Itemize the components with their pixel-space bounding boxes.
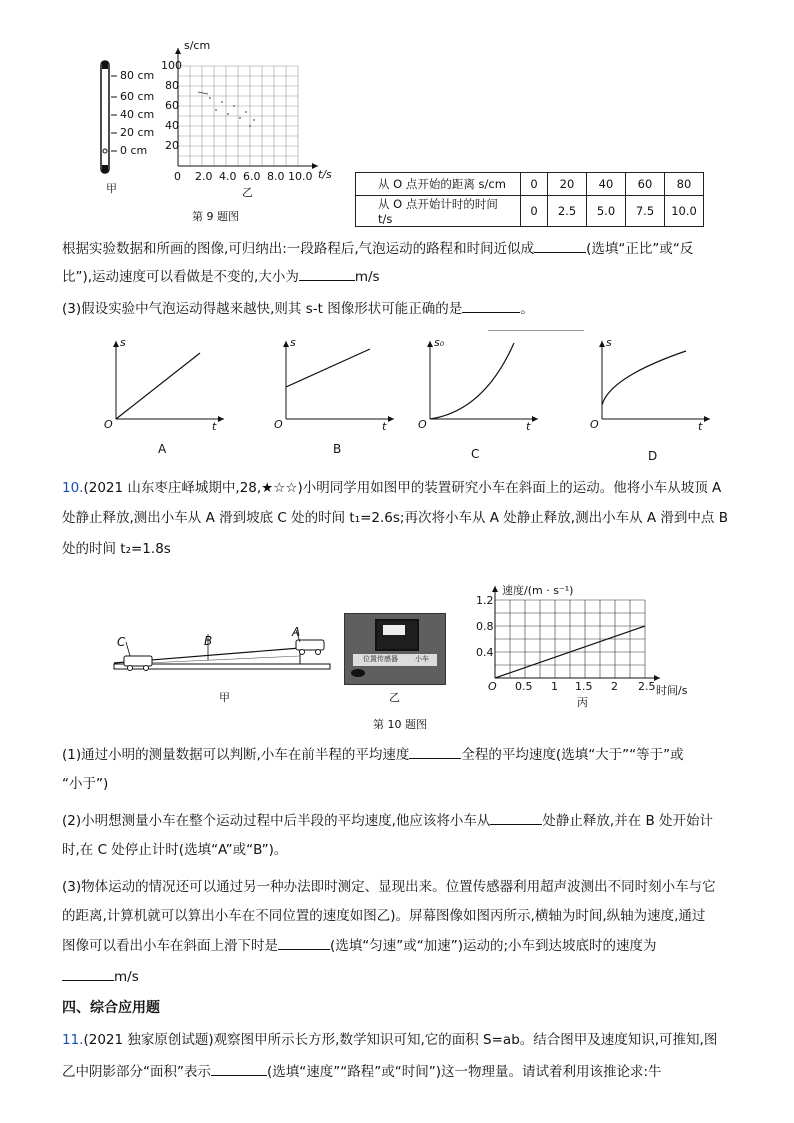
option-axis-t: t xyxy=(698,420,703,433)
divider xyxy=(488,330,584,331)
option-axis-s: s xyxy=(606,336,612,349)
answer-blank[interactable] xyxy=(211,1061,267,1076)
option-graph-b[interactable] xyxy=(270,335,400,440)
fig9-label-yi: 乙 xyxy=(242,186,253,199)
answer-blank[interactable] xyxy=(278,935,330,950)
ruler-mark: 0 cm xyxy=(120,144,148,157)
fig10-origin: O xyxy=(488,680,497,693)
fig9-x-tick: 4.0 xyxy=(219,170,237,183)
option-axis-t: t xyxy=(526,420,531,433)
option-origin: O xyxy=(274,418,283,431)
ruler-mark: 60 cm xyxy=(120,90,155,103)
answer-blank[interactable] xyxy=(490,810,542,825)
point-b-label: B xyxy=(204,634,213,648)
text-line: “小于”) xyxy=(62,776,109,792)
text-line: (3)假设实验中气泡运动得越来越快,则其 s-t 图像形状可能正确的是 。 xyxy=(62,298,534,319)
fig10-x-tick: 0.5 xyxy=(515,680,533,693)
fig10-x-tick: 1.5 xyxy=(575,680,593,693)
fig10-label-jia: 甲 xyxy=(219,691,230,704)
table-cell: 2.5 xyxy=(548,196,587,227)
text-line: 处的时间 t₂=1.8s xyxy=(62,541,171,557)
fig9-label-jia: 甲 xyxy=(106,182,117,195)
fig9-x-tick: 2.0 xyxy=(195,170,213,183)
fig9-x-tick: 8.0 xyxy=(267,170,285,183)
ruler-mark: 80 cm xyxy=(120,69,155,82)
fig10-label-yi: 乙 xyxy=(389,691,400,704)
ruler-mark: 40 cm xyxy=(120,108,155,121)
option-origin: O xyxy=(418,418,427,431)
fig10-x-axis-label: 时间/s xyxy=(656,684,688,697)
point-a-label: A xyxy=(292,625,301,639)
mouse-object xyxy=(351,669,365,677)
option-axis-t: t xyxy=(212,420,217,433)
fig10-y-tick: 0.8 xyxy=(476,620,494,633)
table-cell: 7.5 xyxy=(626,196,665,227)
fig10-x-tick: 1 xyxy=(551,680,558,693)
fig10-caption: 第 10 题图 xyxy=(373,718,427,731)
option-graph-c[interactable] xyxy=(414,335,544,440)
table-cell: 0 xyxy=(521,173,548,196)
option-label-c[interactable]: C xyxy=(471,447,480,461)
table-cell: 40 xyxy=(587,173,626,196)
sensor-text: 位置传感器 xyxy=(363,655,398,663)
fig9-y-tick: 80 xyxy=(165,79,179,92)
text-line: m/s xyxy=(62,966,139,987)
fig10-y-tick: 0.4 xyxy=(476,646,494,659)
option-label-b[interactable]: B xyxy=(333,442,342,456)
answer-blank[interactable] xyxy=(462,298,520,313)
table-cell-label: 从 O 点开始的距离 s/cm xyxy=(356,173,521,196)
text-line: 处静止释放,测出小车从 A 滑到坡底 C 处的时间 t₁=2.6s;再次将小车从 A 处静止释放,测出小车从 A 滑到中点 B xyxy=(62,510,728,526)
option-label-d[interactable]: D xyxy=(648,449,658,463)
text-line: 11.(2021 独家原创试题)观察图甲所示长方形,数学知识可知,它的面积 S=ab。结合图甲及速度知识,可推知,图 xyxy=(62,1032,718,1048)
text-line: 时,在 C 处停止计时(选填“A”或“B”)。 xyxy=(62,842,288,858)
text-line: 10.(2021 山东枣庄峄城期中,28,★☆☆)小明同学用如图甲的装置研究小车在斜面上的运动。他将小车从坡顶 A xyxy=(62,480,722,496)
section-heading: 四、综合应用题 xyxy=(62,1000,160,1016)
text-line: 乙中阴影部分“面积”表示 (选填“速度”“路程”或“时间”)这一物理量。请试着利用该推论求:牛 xyxy=(62,1061,662,1082)
table-cell: 60 xyxy=(626,173,665,196)
table-row xyxy=(356,173,704,196)
text-line: (1)通过小明的测量数据可以判断,小车在前半程的平均速度 全程的平均速度(选填“大于”“等于”或 xyxy=(62,744,684,765)
text-line: 比”),运动速度可以看做是不变的,大小为 m/s xyxy=(62,266,380,287)
option-axis-s: s₀ xyxy=(434,336,445,349)
option-origin: O xyxy=(104,418,113,431)
option-graph-a[interactable] xyxy=(100,335,230,440)
fig9-y-tick: 20 xyxy=(165,139,179,152)
fig10-vt-graph xyxy=(478,582,668,692)
sensor-device xyxy=(353,654,437,666)
option-graph-d[interactable] xyxy=(586,335,716,440)
answer-blank[interactable] xyxy=(534,238,586,253)
option-origin: O xyxy=(590,418,599,431)
fig9-y-axis-label: s/cm xyxy=(184,39,211,52)
fig9-y-tick: 100 xyxy=(161,59,182,72)
fig10-incline xyxy=(110,612,335,682)
question-number: 11. xyxy=(62,1032,84,1048)
point-c-label: C xyxy=(117,635,126,649)
option-axis-s: s xyxy=(120,336,126,349)
table-cell: 20 xyxy=(548,173,587,196)
table-cell: 0 xyxy=(521,196,548,227)
fig10-y-axis-label: 速度/(m · s⁻¹) xyxy=(502,584,574,597)
table-cell: 10.0 xyxy=(665,196,704,227)
car-text: 小车 xyxy=(415,655,429,663)
table-cell: 80 xyxy=(665,173,704,196)
fig10-label-bing: 丙 xyxy=(577,696,588,709)
answer-blank[interactable] xyxy=(62,966,114,981)
text-line: (2)小明想测量小车在整个运动过程中后半段的平均速度,他应该将小车从 处静止释放,并在 B 处开始计 xyxy=(62,810,713,831)
table-cell-label: 从 O 点开始计时的时间 t/s xyxy=(356,196,521,227)
text-line: (3)物体运动的情况还可以通过另一种办法即时测定、显现出来。位置传感器利用超声波测出不同时刻小车与它 xyxy=(62,879,716,895)
answer-blank[interactable] xyxy=(409,744,461,759)
fig9-x-axis-label: t/s xyxy=(318,168,332,181)
sensor-photo xyxy=(344,613,446,685)
text-line: 的距离,计算机就可以算出小车在不同位置的速度如图乙)。屏幕图像如图丙所示,横轴为时间,纵轴为速度,通过 xyxy=(62,908,706,924)
text-line: 图像可以看出小车在斜面上滑下时是 (选填“匀速”或“加速”)运动的;小车到达坡底时的速度为 xyxy=(62,935,657,956)
question-number: 10. xyxy=(62,480,84,496)
laptop-screen xyxy=(375,619,419,651)
fig9-x-tick: 10.0 xyxy=(288,170,313,183)
fig9-x-tick: 0 xyxy=(174,170,181,183)
laptop-display xyxy=(383,625,405,635)
ruler-mark: 20 cm xyxy=(120,126,155,139)
fig9-x-tick: 6.0 xyxy=(243,170,261,183)
fig10-x-tick: 2 xyxy=(611,680,618,693)
option-axis-t: t xyxy=(382,420,387,433)
fig10-y-tick: 1.2 xyxy=(476,594,494,607)
option-label-a[interactable]: A xyxy=(158,442,167,456)
table-row xyxy=(356,196,704,227)
fig9-data-table xyxy=(355,172,704,227)
fig9-caption: 第 9 题图 xyxy=(192,210,239,223)
option-axis-s: s xyxy=(290,336,296,349)
answer-blank[interactable] xyxy=(299,266,355,281)
fig9-y-tick: 60 xyxy=(165,99,179,112)
table-cell: 5.0 xyxy=(587,196,626,227)
fig9-y-tick: 40 xyxy=(165,119,179,132)
fig10-x-tick: 2.5 xyxy=(638,680,656,693)
text-line: 根据实验数据和所画的图像,可归纳出:一段路程后,气泡运动的路程和时间近似成 (选填“正比”或“反 xyxy=(62,238,693,259)
